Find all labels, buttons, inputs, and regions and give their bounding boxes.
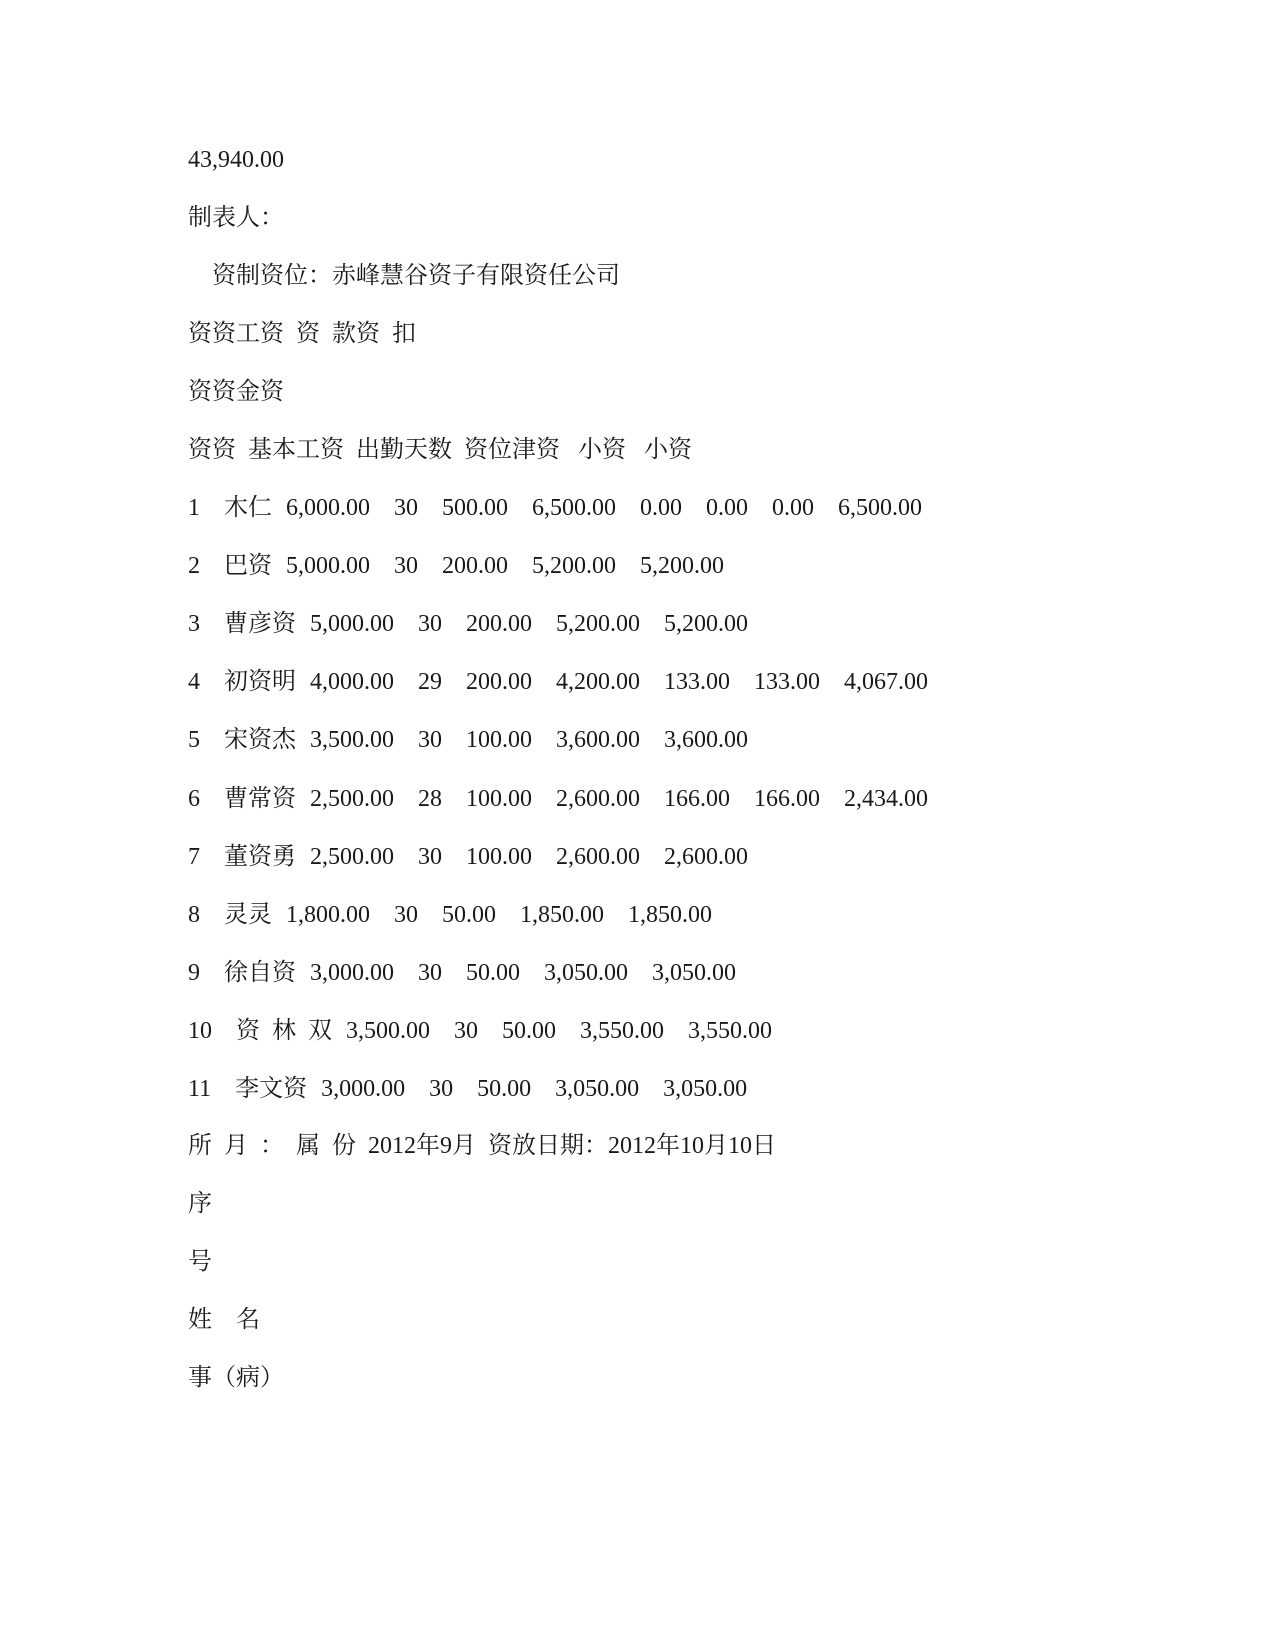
table-row xyxy=(188,494,946,522)
header-line-1: 资资工资 资 款资 扣 xyxy=(188,321,416,347)
row-cell: 3,050.00 xyxy=(544,960,628,986)
row-cell: 0.00 xyxy=(640,495,682,521)
row-cell: 3,000.00 xyxy=(310,960,394,986)
row-name: 初资明 xyxy=(224,669,296,695)
row-cell: 30 xyxy=(418,844,442,870)
row-cell: 50.00 xyxy=(442,902,496,928)
table-row xyxy=(188,785,952,813)
row-cell: 50.00 xyxy=(502,1018,556,1044)
row-cell: 30 xyxy=(429,1076,454,1102)
row-number: 2 xyxy=(188,553,200,579)
table-row xyxy=(188,1017,796,1045)
row-number: 8 xyxy=(188,902,200,928)
row-number: 9 xyxy=(188,960,200,986)
row-cell: 28 xyxy=(418,786,442,812)
row-cell: 200.00 xyxy=(466,611,532,637)
row-name: 巴资 xyxy=(224,553,272,579)
row-cell: 5,200.00 xyxy=(664,611,748,637)
row-cell: 4,067.00 xyxy=(844,669,928,695)
row-name: 宋资杰 xyxy=(224,727,296,753)
row-cell: 29 xyxy=(418,669,442,695)
row-name: 董资勇 xyxy=(224,844,296,870)
row-number: 10 xyxy=(188,1018,212,1044)
table-row xyxy=(188,552,748,580)
row-cell: 2,434.00 xyxy=(844,786,928,812)
row-cell: 3,500.00 xyxy=(310,727,394,753)
row-number: 5 xyxy=(188,727,200,753)
row-cell: 200.00 xyxy=(466,669,532,695)
table-row xyxy=(188,726,772,754)
row-cell: 166.00 xyxy=(664,786,730,812)
row-cell: 5,200.00 xyxy=(640,553,724,579)
row-cell: 30 xyxy=(394,553,418,579)
row-cell: 3,050.00 xyxy=(663,1076,748,1102)
row-cell: 5,000.00 xyxy=(310,611,394,637)
row-cell: 3,600.00 xyxy=(664,727,748,753)
row-cell: 100.00 xyxy=(466,844,532,870)
row-cell: 30 xyxy=(394,495,418,521)
row-cell: 1,800.00 xyxy=(286,902,370,928)
period-line: 所 月 ： 属 份 2012年9月 资放日期：2012年10月10日 xyxy=(188,1133,776,1159)
row-cell: 30 xyxy=(454,1018,478,1044)
row-name: 李文资 xyxy=(235,1076,308,1102)
row-cell: 30 xyxy=(418,727,442,753)
row-name: 木仁 xyxy=(224,495,272,521)
row-cell: 2,600.00 xyxy=(556,844,640,870)
row-cell: 6,500.00 xyxy=(532,495,616,521)
table-row xyxy=(188,959,760,987)
row-number: 7 xyxy=(188,844,200,870)
row-name: 灵灵 xyxy=(224,902,272,928)
row-cell: 30 xyxy=(394,902,418,928)
table-row xyxy=(188,668,952,696)
header-line-2: 资资金资 xyxy=(188,379,284,405)
row-cell: 2,600.00 xyxy=(664,844,748,870)
row-cell: 500.00 xyxy=(442,495,508,521)
row-number: 11 xyxy=(188,1076,212,1102)
footer-line-seq: 序 xyxy=(188,1191,212,1217)
preparer-label: 制表人： xyxy=(188,205,284,231)
row-cell: 3,000.00 xyxy=(321,1076,406,1102)
row-cell: 2,500.00 xyxy=(310,786,394,812)
row-cell: 4,000.00 xyxy=(310,669,394,695)
row-cell: 166.00 xyxy=(754,786,820,812)
table-row xyxy=(188,901,736,929)
row-cell: 50.00 xyxy=(466,960,520,986)
row-cell: 6,000.00 xyxy=(286,495,370,521)
row-cell: 133.00 xyxy=(664,669,730,695)
row-cell: 0.00 xyxy=(772,495,814,521)
row-cell: 3,550.00 xyxy=(580,1018,664,1044)
row-number: 6 xyxy=(188,786,200,812)
row-name: 曹彦资 xyxy=(224,611,296,637)
row-cell: 3,600.00 xyxy=(556,727,640,753)
table-row xyxy=(188,610,772,638)
table-row xyxy=(188,843,772,871)
table-row xyxy=(188,1075,771,1103)
row-name: 曹常资 xyxy=(224,786,296,812)
footer-line-no: 号 xyxy=(188,1249,212,1275)
row-cell: 30 xyxy=(418,960,442,986)
row-cell: 0.00 xyxy=(706,495,748,521)
row-cell: 5,200.00 xyxy=(532,553,616,579)
unit-line: 资制资位：赤峰慧谷资子有限资任公司 xyxy=(212,263,620,289)
row-cell: 5,200.00 xyxy=(556,611,640,637)
row-cell: 3,500.00 xyxy=(346,1018,430,1044)
footer-line-name: 姓 名 xyxy=(188,1307,260,1333)
header-line-3: 资资 基本工资 出勤天数 资位津资 小资 小资 xyxy=(188,437,692,463)
row-cell: 3,550.00 xyxy=(688,1018,772,1044)
footer-line-leave: 事（病） xyxy=(188,1365,284,1391)
row-cell: 1,850.00 xyxy=(520,902,604,928)
row-number: 4 xyxy=(188,669,200,695)
row-cell: 5,000.00 xyxy=(286,553,370,579)
row-cell: 30 xyxy=(418,611,442,637)
row-name: 资 林 双 xyxy=(236,1018,332,1044)
row-cell: 6,500.00 xyxy=(838,495,922,521)
row-cell: 4,200.00 xyxy=(556,669,640,695)
row-cell: 3,050.00 xyxy=(555,1076,640,1102)
row-cell: 2,500.00 xyxy=(310,844,394,870)
row-cell: 1,850.00 xyxy=(628,902,712,928)
row-cell: 133.00 xyxy=(754,669,820,695)
row-cell: 50.00 xyxy=(477,1076,532,1102)
row-name: 徐自资 xyxy=(224,960,296,986)
row-number: 1 xyxy=(188,495,200,521)
row-cell: 3,050.00 xyxy=(652,960,736,986)
row-cell: 100.00 xyxy=(466,786,532,812)
row-cell: 200.00 xyxy=(442,553,508,579)
total-amount: 43,940.00 xyxy=(188,147,284,173)
row-number: 3 xyxy=(188,611,200,637)
row-cell: 2,600.00 xyxy=(556,786,640,812)
row-cell: 100.00 xyxy=(466,727,532,753)
